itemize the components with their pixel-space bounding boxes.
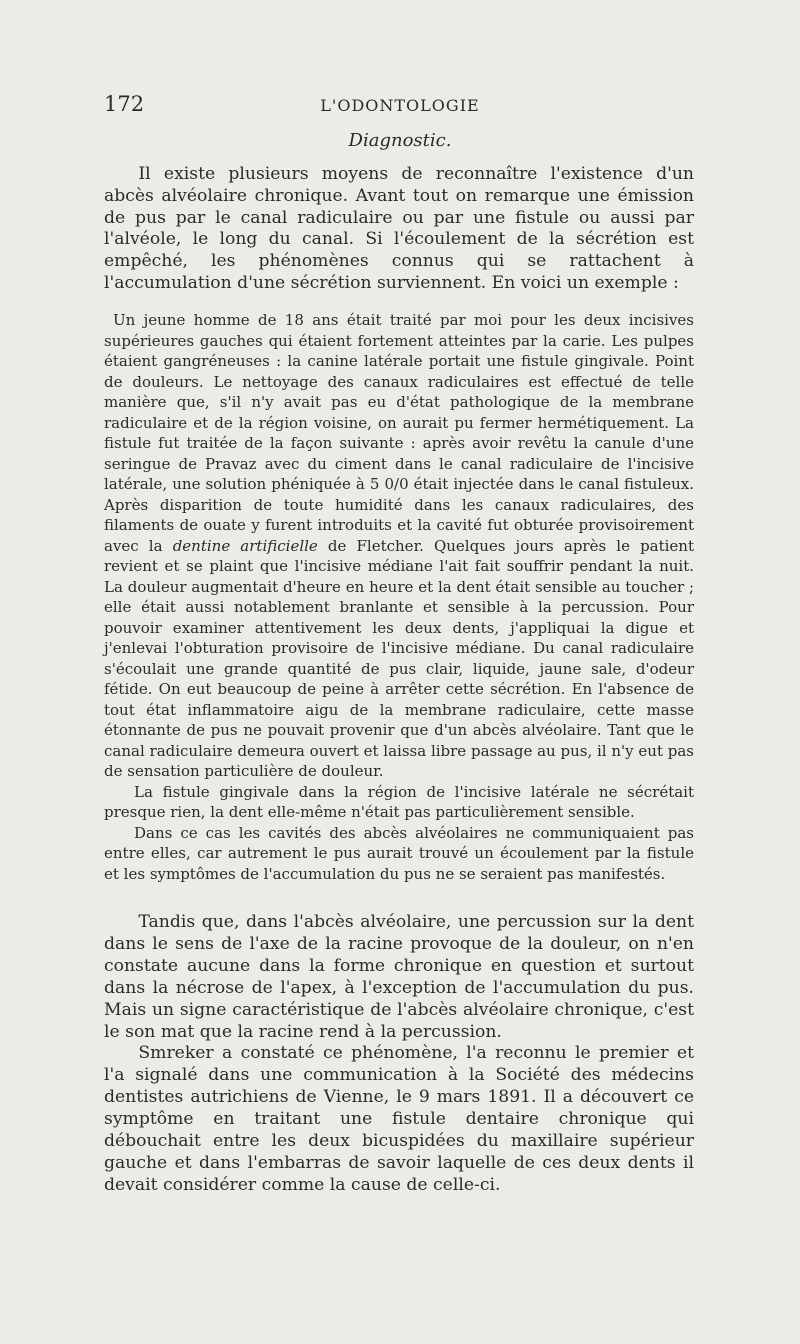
case-text-before-italic: Un jeune homme de 18 ans était traité par moi pour les deux incisives supérieures gauches qui étaient fortement atteintes par la carie. Les pulpes étaient gangréneuses : la canine latérale portait une fistule gingivale. Point de douleurs. Le nettoyage des canaux radiculaires est effectué de telle manière que, s'il n'y avait pas eu d'état pathologique de la membrane radiculaire et de la région voisine, on aurait pu fermer hermétiquement. La fistule fut traitée de la façon suivante : après avoir revêtu la canule d'une seringue de Pravaz avec du ciment dans le canal radiculaire de l'incisive latérale, une solution phéniquée à 5 0/0 était injectée dans le canal fistuleux. Après disparition de toute humidité dans les canaux radiculaires, des filaments de ouate y furent introduits et la cavité fut obturée provisoirement avec la (104, 311, 694, 555)
page-header (104, 92, 696, 122)
section-title: Diagnostic. (348, 130, 452, 151)
intro-paragraph: Il existe plusieurs moyens de reconnaître l'existence d'un abcès alvéolaire chronique. Avant tout on remarque une émission de pus par le canal radiculaire ou par une fistule ou aussi par l'alvéole, le long du canal. Si l'écoulement de la sécrétion est empêché, les phénomènes connus qui se rattachent à l'accumulation d'une sécrétion surviennent. En voici un exemple : (104, 164, 694, 293)
case-paragraph-2: La fistule gingivale dans la région de l'incisive latérale ne sécrétait presque rien, la dent elle-même n'était pas particulièrement sensible. (104, 782, 694, 821)
case-text-after-italic: de Fletcher. Quelques jours après le patient revient et se plaint que l'incisive médiane l'ait fait souffrir pendant la nuit. La douleur augmentait d'heure en heure et la dent était sensible au toucher ; elle était aussi notablement branlante et sensible à la percussion. Pour pouvoir examiner attentivement les deux dents, j'appliquai la digue et j'enlevai l'obturation provisoire de l'incisive médiane. Du canal radiculaire s'écoulait une grande quantité de pus clair, liquide, jaune sale, d'odeur fétide. On eut beaucoup de peine à arrêter cette sécrétion. En l'absence de tout état inflammatoire aigu de la membrane radiculaire, cette masse étonnante de pus ne pouvait provenir que d'un abcès alvéolaire. Tant que le canal radiculaire demeura ouvert et laissa libre passage au pus, il n'y eut pas de sensation particulière de douleur. (104, 536, 695, 780)
main-paragraph-1: Tandis que, dans l'abcès alvéolaire, une percussion sur la dent dans le sens de l'axe de la racine provoque de la douleur, on n'en constate aucune dans la forme chronique en question et surtout dans la nécrose de l'apex, à l'exception de l'accumulation du pus. Mais un signe caractéristique de l'abcès alvéolaire chronique, c'est le son mat que la racine rend à la percussion. (104, 912, 694, 1042)
main-text (104, 912, 694, 1197)
page-number: 172 (104, 92, 145, 116)
italic-term: dentine artificielle (172, 536, 318, 555)
case-paragraph-1 (104, 310, 694, 782)
case-report (104, 310, 694, 884)
case-paragraph-3: Dans ce cas les cavités des abcès alvéolaires ne communiquaient pas entre elles, car autrement le pus aurait trouvé un écoulement par la fistule et les symptômes de l'accumulation du pus ne se seraient pas manifestés. (104, 823, 694, 883)
main-paragraph-2: Smreker a constaté ce phénomène, l'a reconnu le premier et l'a signalé dans une communication à la Société des médecins dentistes autrichiens de Vienne, le 9 mars 1891. Il a découvert ce symptôme en traitant une fistule dentaire chronique qui débouchait entre les deux bicuspidées du maxillaire supérieur gauche et dans l'embarras de savoir laquelle de ces deux dents il devait considérer comme la cause de celle-ci. (104, 1043, 694, 1195)
running-title: L'ODONTOLOGIE (320, 96, 480, 115)
